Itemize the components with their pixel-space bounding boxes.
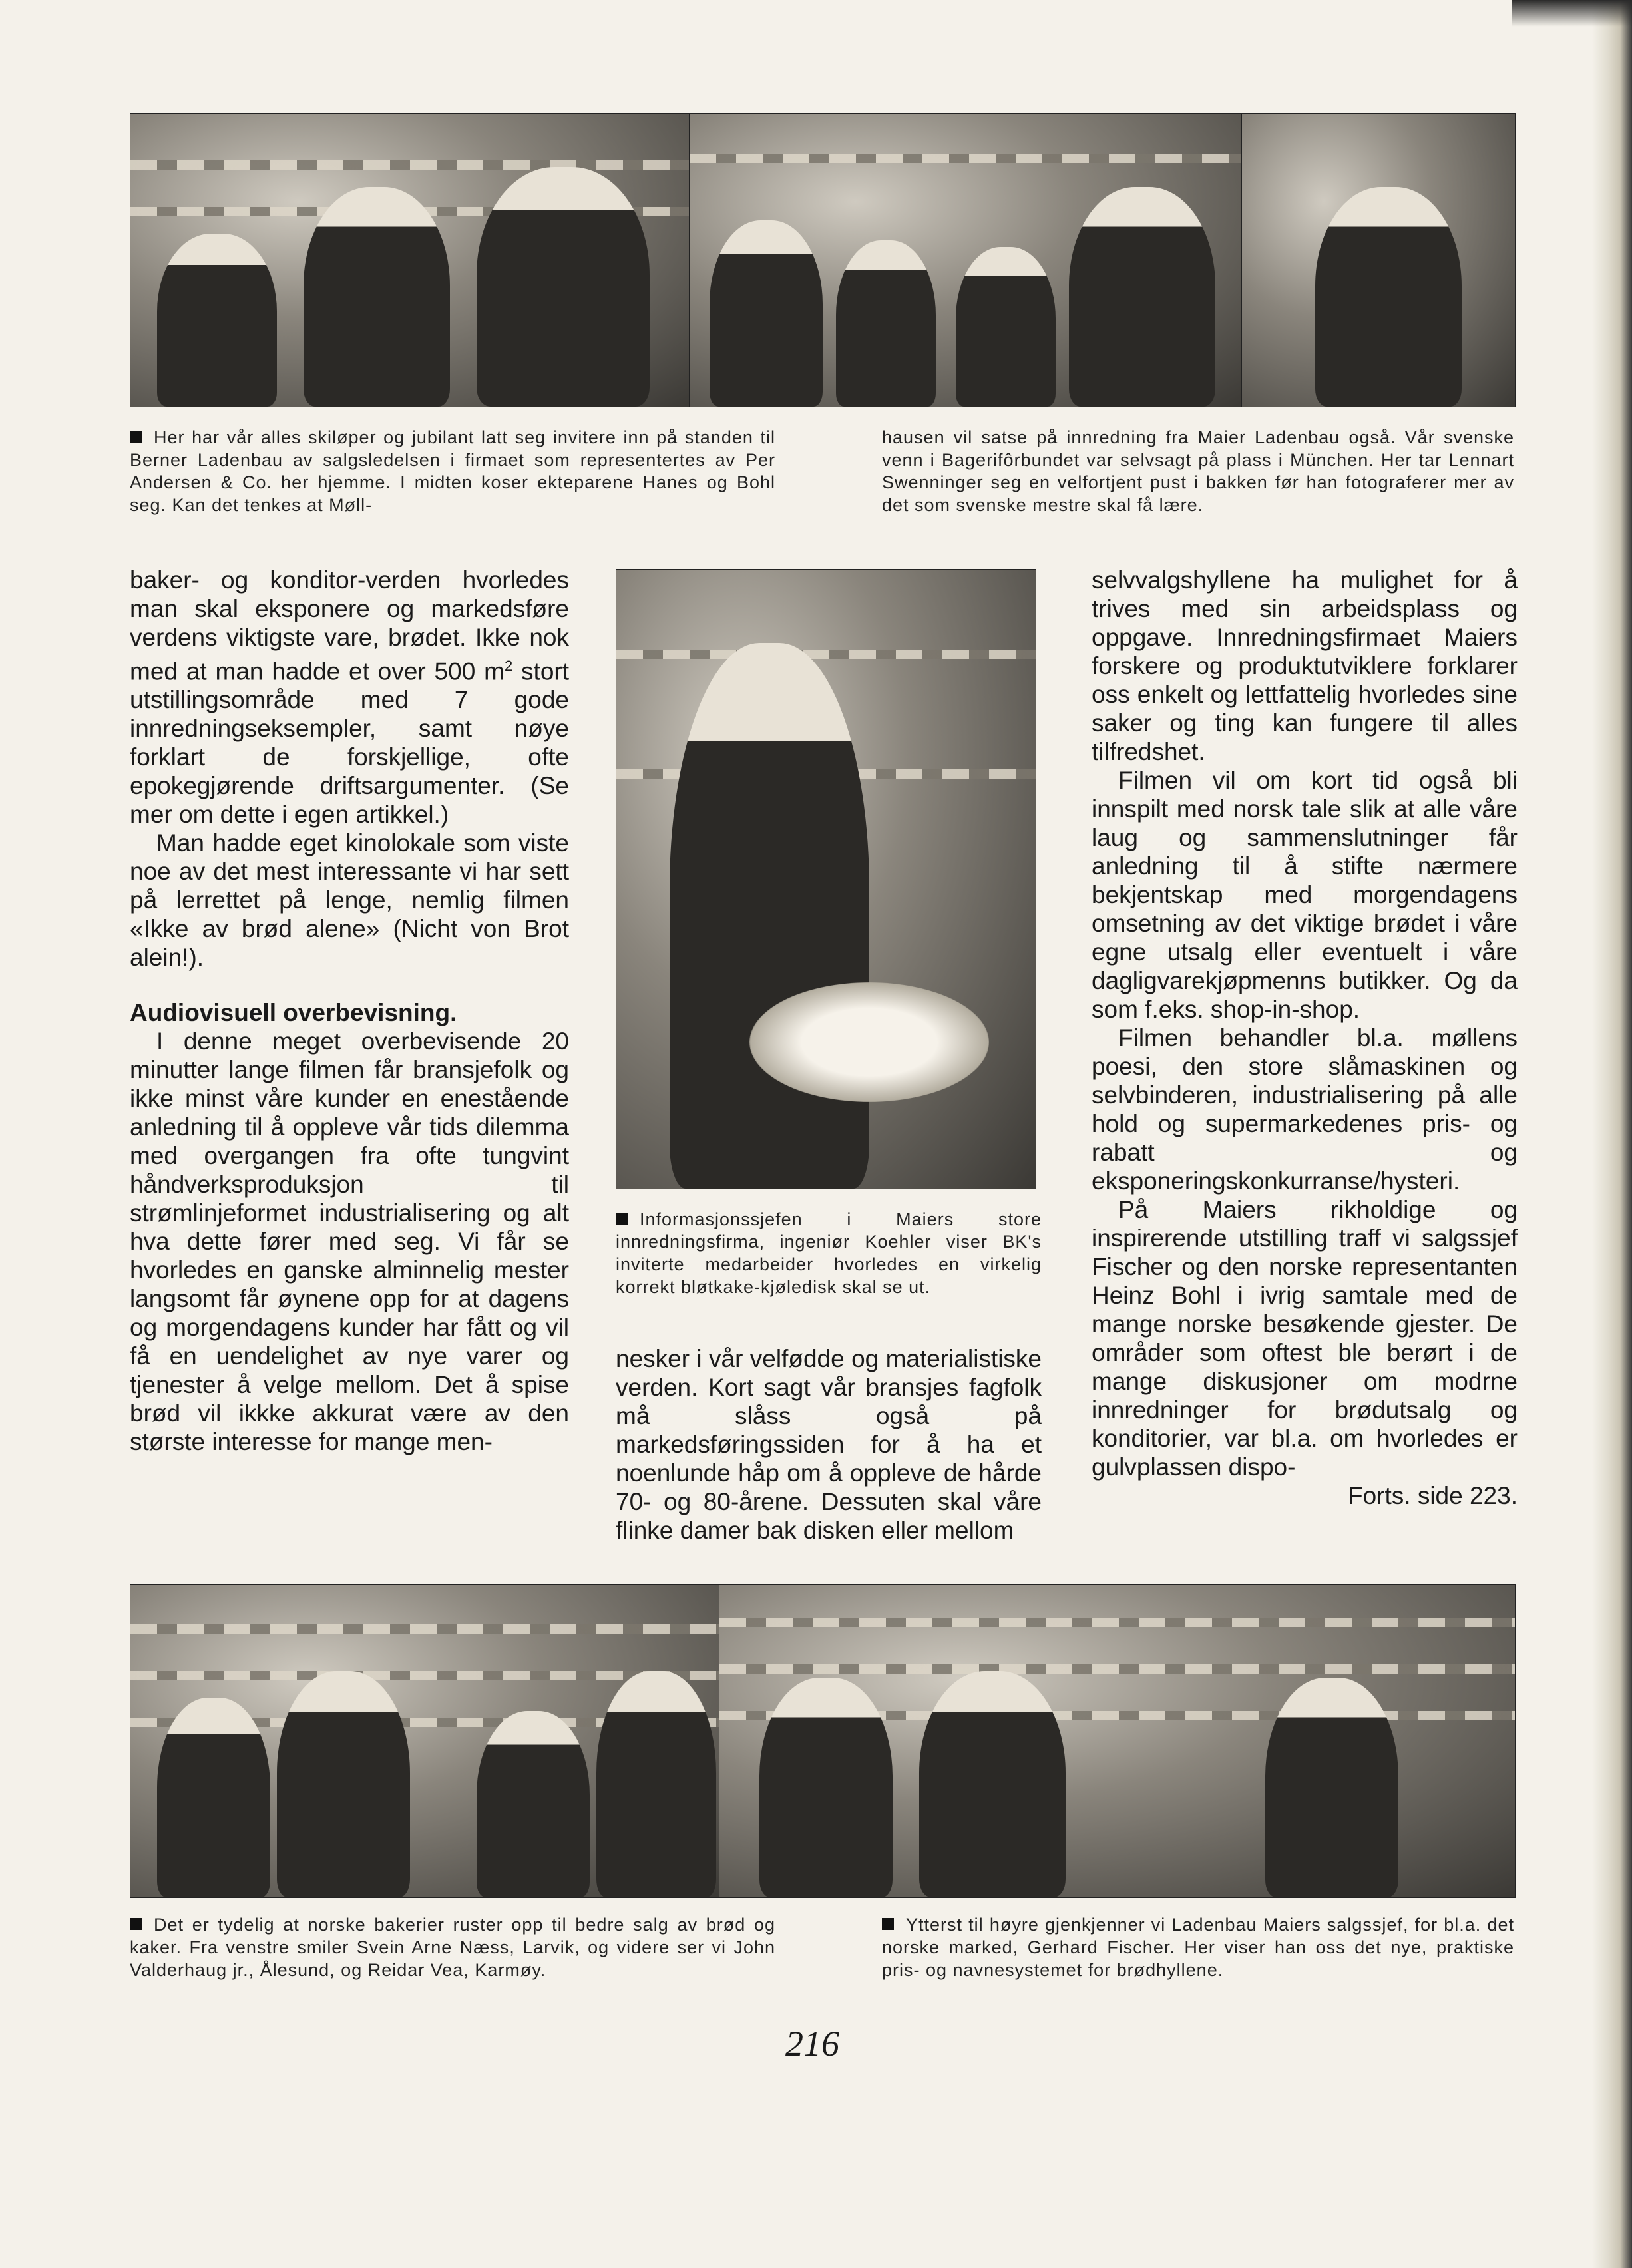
column-left-paragraph-3: I denne meget overbevisende 20 minutter lange filmen får bransjefolk og ikke minst våre kunder en enestående anledning til å oppleve vår tids dilemma med overgangen fra ofte tungvint håndverksproduksjon til strømlinjeformet industrialisering og alt hva dette fører med seg. Vi får se hvorledes en ganske alminnelig mester langsomt får øynene opp for at dagens og morgendagens kunder har fått og vil få en uendelighet av nye varer og tjenester å velge mellom. Det å spise brød vil ikkke akkurat være av den største interesse for mange men- bbox=[130, 1028, 569, 1456]
caption-bottom-left bbox=[130, 1913, 775, 1981]
page-edge-shadow bbox=[1592, 0, 1632, 2268]
photo-middle-showcase bbox=[616, 569, 1036, 1189]
page-number: 216 bbox=[785, 2024, 839, 2064]
caption-bottom-left-text: Det er tydelig at norske bakerier ruster opp til bedre salg av brød og kaker. Fra venstre smiler Svein Arne Næss, Larvik, og videre ser vi John Valderhaug jr., Ålesund, og Reidar Vea, Karmøy. bbox=[130, 1915, 775, 1980]
column-right-paragraph-2: Filmen vil om kort tid også bli innspilt med norsk tale slik at alle våre laug og sammenslutninger får anledning til å stifte nærmere bekjentskap med morgendagens omsetning av det viktige brødet i våre egne utsalg eller eventuelt i våre dagligvarekjøpmenns butikker. Og da som f.eks. shop-in-shop. bbox=[1092, 767, 1518, 1023]
caption-bullet bbox=[616, 1213, 628, 1225]
photo-bottom-right bbox=[719, 1584, 1516, 1898]
column-middle-paragraph-1: nesker i vår velfødde og materialistiske verden. Kort sagt vår bransjes fagfolk må slåss også på markedsføringssiden for å ha et noenlunde håp om å oppleve de hårde 70- og 80-årene. Dessuten skal våre flinke damer bak disken eller mellom bbox=[616, 1345, 1042, 1544]
column-right-paragraph-3: Filmen behandler bl.a. møllens poesi, den store slåmaskinen og selvbinderen, industrialisering på alle hold og supermarkedenes pris- og rabatt og eksponeringskonkurranse/hysteri. bbox=[1092, 1024, 1518, 1195]
photo-top-middle bbox=[689, 113, 1243, 407]
caption-bottom-right-text: Ytterst til høyre gjenkjenner vi Ladenbau Maiers salgssjef, for bl.a. det norske marked, Gerhard Fischer. Her viser han oss det nye, praktiske pris- og navnesystemet for brødhyllene. bbox=[882, 1915, 1514, 1980]
page-corner-shadow bbox=[1512, 0, 1632, 27]
column-right-paragraph-4: På Maiers rikholdige og inspirerende utstilling traff vi salgssjef Fischer og den norske representanten Heinz Bohl i ivrig samtale med de mange norske besøkende gjester. De områder som oftest ble berørt i de mange diskusjoner om modrne innredninger for brødutsalg og konditorier, var bl.a. om hvorledes er gulvplassen dispo- bbox=[1092, 1196, 1518, 1481]
caption-middle-text: Informasjonssjefen i Maiers store innredningsfirma, ingeniør Koehler viser BK's inviterte medarbeider hvorledes en virkelig korrekt bløtkake-kjøledisk skal se ut. bbox=[616, 1209, 1042, 1297]
caption-top-right bbox=[882, 426, 1514, 516]
photo-top-right bbox=[1241, 113, 1516, 407]
column-left-paragraph-2: Man hadde eget kinolokale som viste noe av det mest interessante vi har sett på lerrettet på lenge, nemlig filmen «Ikke av brød alene» (Nicht von Brot alein!). bbox=[130, 829, 569, 972]
caption-top-left bbox=[130, 426, 775, 516]
caption-top-left-text: Her har vår alles skiløper og jubilant latt seg invitere inn på standen til Berner Ladenbau av salgsledelsen i firmaet som representertes av Per Andersen & Co. her hjemme. I midten koser ekteparene Hanes og Bohl seg. Kan det tenkes at Møll- bbox=[130, 427, 775, 515]
column-left-paragraph-1: baker- og konditor-verden hvorledes man skal eksponere og markedsføre verdens viktigste vare, brødet. Ikke nok med at man hadde et over 500 $m^2$ stort utstillingsområde med 7 gode innredningseksempler, samt nøye forklart de forskjellige, ofte epokegjørende driftsargumenter. (Se mer om dette i egen artikkel.) bbox=[130, 566, 569, 829]
caption-bottom-right bbox=[882, 1913, 1514, 1981]
superscript-2: 2 bbox=[504, 658, 513, 674]
caption-bullet bbox=[882, 1918, 894, 1930]
caption-middle bbox=[616, 1208, 1042, 1298]
caption-bullet bbox=[130, 431, 142, 443]
subheading-audiovisuell: Audiovisuell overbevisning. bbox=[130, 999, 457, 1027]
caption-bullet bbox=[130, 1918, 142, 1930]
caption-top-right-text: hausen vil satse på innredning fra Maier Ladenbau også. Vår svenske venn i Bagerifôrbundet var selvsagt på plass i München. Her tar Lennart Swenninger seg en velfortjent pust i bakken før han fotograferer mer av det som svenske mestre skal få lære. bbox=[882, 427, 1514, 515]
column-right bbox=[1092, 566, 1518, 1510]
photo-bottom-left bbox=[130, 1584, 720, 1898]
continued-on-page: Forts. side 223. bbox=[1347, 1482, 1518, 1509]
column-left bbox=[130, 566, 569, 1456]
photo-top-left bbox=[130, 113, 690, 407]
column-right-paragraph-1: selvvalgshyllene ha mulighet for å trives med sin arbeidsplass og oppgave. Innredningsfirmaet Maiers forskere og produktutviklere forklarer oss enkelt og lettfattelig hvorledes sine saker og ting kan fungere til alles tilfredshet. bbox=[1092, 566, 1518, 765]
column-middle bbox=[616, 1344, 1042, 1545]
